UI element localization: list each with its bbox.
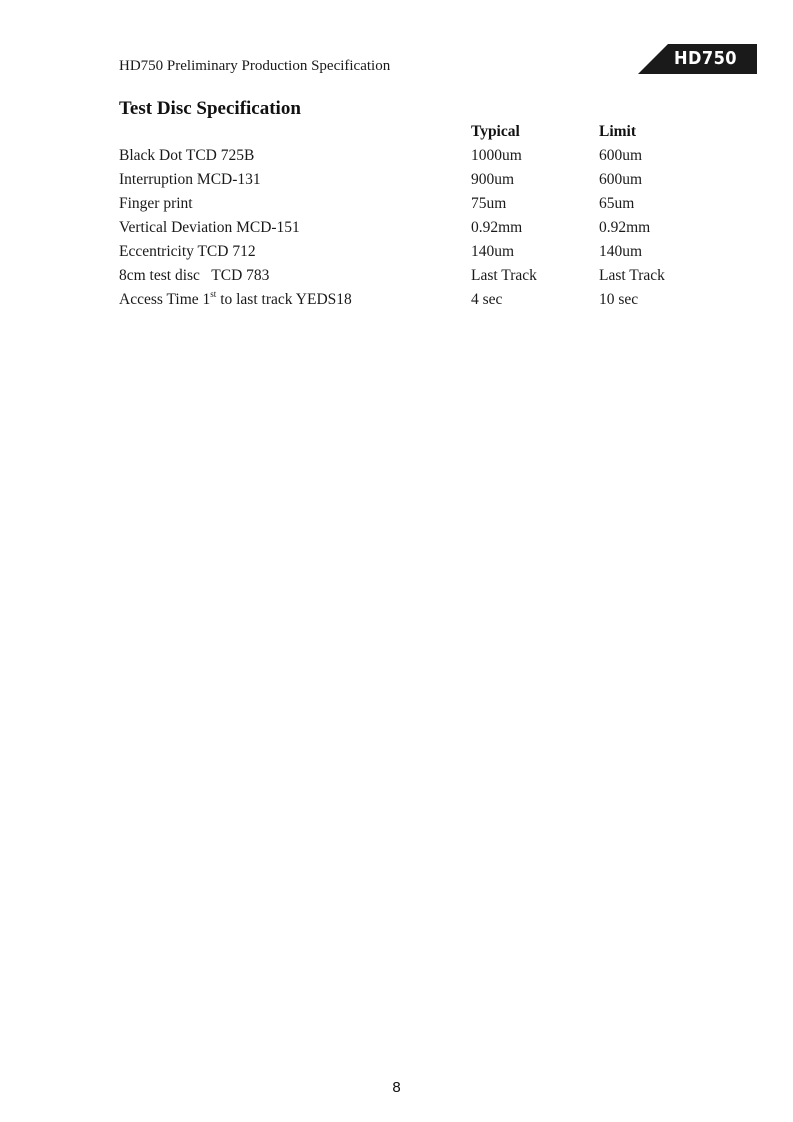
section-title: Test Disc Specification [119, 98, 301, 119]
brand-label: HD750 [673, 48, 738, 69]
row-parameter: Black Dot TCD 725B [119, 147, 255, 164]
table-header-row [119, 122, 709, 146]
row-typical: 900um [471, 171, 515, 188]
row-typical: 140um [471, 243, 515, 260]
table-row [119, 290, 709, 314]
row-parameter: Finger print [119, 195, 193, 212]
row-typical: Last Track [471, 267, 537, 284]
table-row [119, 170, 709, 194]
row-parameter: Interruption MCD-131 [119, 171, 261, 188]
column-header-typical: Typical [471, 123, 520, 140]
row-limit: 600um [599, 147, 643, 164]
row-limit: Last Track [599, 267, 665, 284]
row-typical: 75um [471, 195, 507, 212]
row-typical: 0.92mm [471, 219, 523, 236]
row-limit: 0.92mm [599, 219, 651, 236]
row-parameter-text: to last track YEDS18 [216, 291, 352, 308]
test-disc-spec-table [119, 122, 709, 314]
row-typical: 1000um [471, 147, 522, 164]
document-header-title: HD750 Preliminary Production Specification [119, 58, 391, 74]
row-parameter: Eccentricity TCD 712 [119, 243, 256, 260]
row-parameter-text: Access Time 1 [119, 291, 211, 308]
row-limit: 10 sec [599, 291, 639, 308]
brand-tab [638, 44, 757, 74]
page-number: 8 [392, 1079, 401, 1096]
row-limit: 600um [599, 171, 643, 188]
row-limit: 65um [599, 195, 635, 212]
ordinal-suffix: st [210, 288, 217, 299]
table-row [119, 218, 709, 242]
row-limit: 140um [599, 243, 643, 260]
row-typical: 4 sec [471, 291, 503, 308]
row-parameter: Vertical Deviation MCD-151 [119, 219, 300, 236]
table-row [119, 266, 709, 290]
row-parameter [119, 290, 471, 314]
column-header-parameter [119, 122, 471, 146]
table-row [119, 146, 709, 170]
table-row [119, 194, 709, 218]
column-header-limit: Limit [599, 123, 637, 140]
table-row [119, 242, 709, 266]
row-parameter: 8cm test disc TCD 783 [119, 267, 270, 284]
